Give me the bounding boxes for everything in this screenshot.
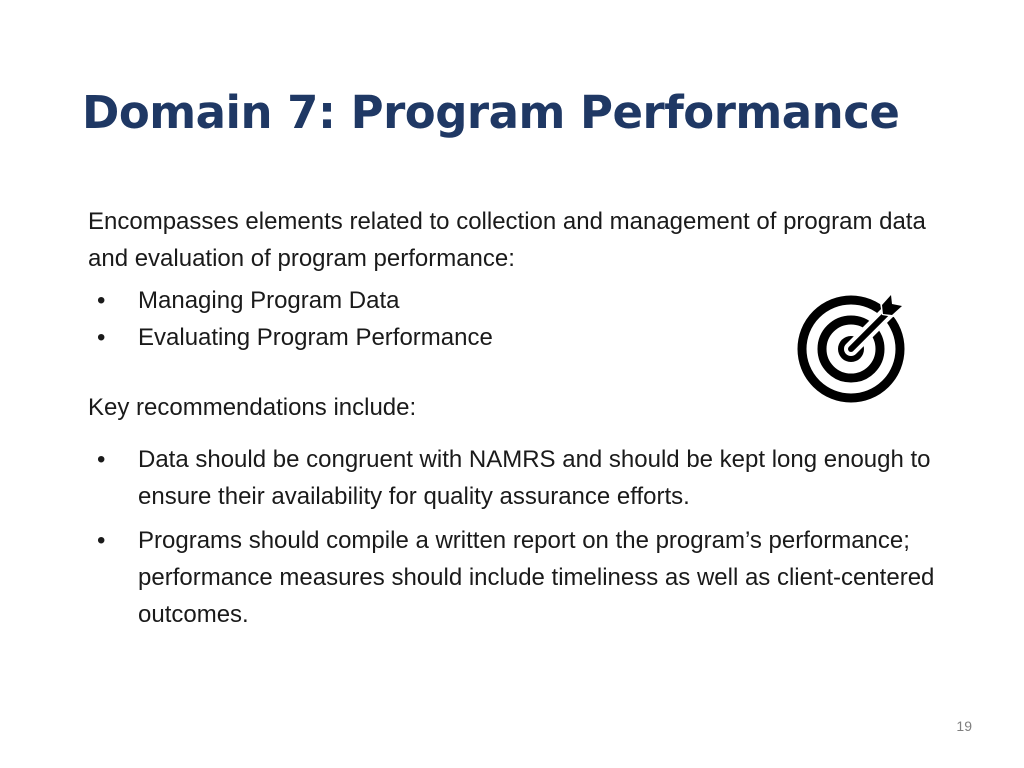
topic-list xyxy=(88,282,738,356)
recommendation-list xyxy=(88,441,968,640)
slide-title: Domain 7: Program Performance xyxy=(82,86,900,139)
recommendation-item xyxy=(88,522,968,633)
intro-text: Encompasses elements related to collection and management of program data and evaluation of program performance: xyxy=(88,208,926,272)
page-number: 19 xyxy=(956,718,972,734)
recommendation-item xyxy=(88,441,968,515)
bullet-glyph: • xyxy=(97,287,106,314)
topic-text: Evaluating Program Performance xyxy=(138,324,493,351)
recommendation-text: Programs should compile a written report on the program’s performance; performance measures should include timeliness as well as client-centered outcomes. xyxy=(138,527,935,628)
key-recommendations-label: Key recommendations include: xyxy=(88,394,417,421)
bullet-glyph: • xyxy=(97,324,106,351)
target-with-arrow-icon xyxy=(796,291,910,405)
topic-item xyxy=(88,282,738,319)
bullet-glyph: • xyxy=(97,527,106,554)
bullet-glyph: • xyxy=(97,446,106,473)
recommendation-text: Data should be congruent with NAMRS and should be kept long enough to ensure their availability for quality assurance efforts. xyxy=(138,446,931,510)
topic-text: Managing Program Data xyxy=(138,287,400,314)
topic-item xyxy=(88,319,738,356)
